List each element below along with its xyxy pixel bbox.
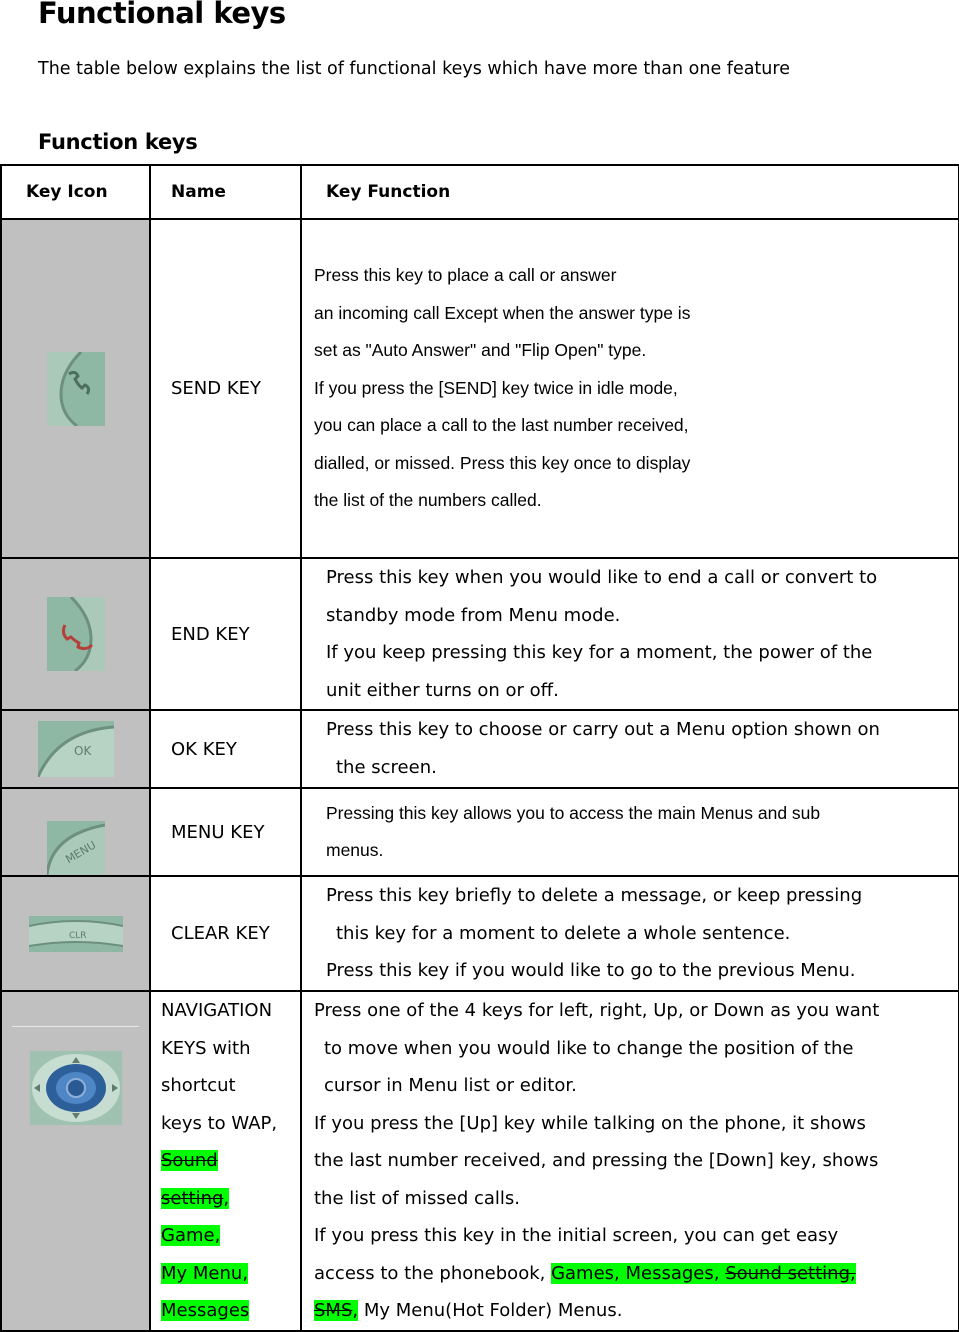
ok-key-name: OK KEY	[150, 710, 301, 788]
send-line-2: an incoming call Except when the answer type is	[314, 302, 691, 323]
ok-key-icon	[38, 721, 114, 777]
nav-line-1: Press one of the 4 keys for left, right, Up, or Down as you want	[314, 1000, 880, 1021]
table-row-menu-key	[1, 788, 959, 876]
clear-key-icon-cell	[1, 876, 150, 991]
send-key-icon-cell	[1, 219, 150, 558]
end-line-4: unit either turns on or off.	[326, 679, 559, 701]
navigation-key-name	[150, 991, 301, 1331]
nav-name-line-2: KEYS with	[161, 1037, 251, 1059]
table-row-clear-key	[1, 876, 959, 991]
send-line-4: If you press the [SEND] key twice in idle mode,	[314, 377, 678, 398]
nav-name-setting: setting	[161, 1187, 224, 1209]
nav-name-line-1: NAVIGATION	[161, 1000, 273, 1021]
nav-line-9-suffix: My Menu(Hot Folder) Menus.	[358, 1300, 623, 1321]
nav-name-comma: ,	[223, 1187, 230, 1209]
menu-line-1: Pressing this key allows you to access the main Menus and sub	[326, 803, 821, 823]
send-key-icon	[47, 352, 105, 426]
table-row-navigation-keys	[1, 991, 959, 1331]
nav-name-messages: Messages	[161, 1300, 250, 1321]
send-line-6: dialled, or missed. Press this key once to display	[314, 452, 691, 473]
send-line-5: you can place a call to the last number received,	[314, 415, 689, 436]
clear-key-icon	[29, 916, 123, 952]
page-title: Functional keys	[38, 0, 286, 30]
ok-line-2: the screen.	[336, 757, 437, 778]
table-header-row	[1, 165, 959, 219]
nav-line-9-comma: ,	[352, 1300, 359, 1321]
menu-key-icon	[47, 821, 105, 875]
clear-line-1: Press this key briefly to delete a message, or keep pressing	[326, 885, 863, 907]
svg-text:OK: OK	[73, 744, 91, 758]
nav-line-5: the last number received, and pressing the [Down] key, shows	[314, 1150, 879, 1171]
nav-line-3: cursor in Menu list or editor.	[324, 1075, 577, 1096]
end-line-2: standby mode from Menu mode.	[326, 604, 621, 626]
send-key-function	[301, 219, 959, 558]
end-line-1: Press this key when you would like to end a call or convert to	[326, 567, 878, 588]
nav-line-6: the list of missed calls.	[314, 1187, 521, 1209]
nav-line-8	[314, 1255, 958, 1293]
end-key-icon-cell	[1, 558, 150, 710]
menu-key-function	[301, 788, 959, 876]
nav-line-2: to move when you would like to change the position of the	[324, 1037, 854, 1059]
svg-text:CLR: CLR	[68, 930, 87, 941]
header-key-icon: Key Icon	[1, 165, 150, 219]
intro-text: The table below explains the list of functional keys which have more than one feature	[38, 59, 790, 79]
end-line-3: If you keep pressing this key for a moment, the power of the	[326, 642, 873, 663]
table-row-end-key	[1, 558, 959, 710]
navigation-key-icon-cell	[1, 991, 150, 1331]
nav-line-7: If you press this key in the initial screen, you can get easy	[314, 1225, 839, 1246]
nav-line-9-sms: SMS	[314, 1300, 353, 1321]
end-key-name: END KEY	[150, 558, 301, 710]
menu-line-2: menus.	[326, 840, 384, 860]
nav-line-8-games: Games, Messages,	[551, 1262, 726, 1284]
end-key-icon	[47, 597, 105, 671]
ok-key-function	[301, 710, 959, 788]
nav-name-line-3: shortcut	[161, 1075, 236, 1096]
nav-name-game: Game,	[161, 1225, 221, 1246]
clear-line-3: Press this key if you would like to go to the previous Menu.	[326, 960, 856, 982]
header-name: Name	[150, 165, 301, 219]
function-keys-table	[0, 164, 959, 1332]
send-key-name: SEND KEY	[150, 219, 301, 558]
svg-text:MENU: MENU	[62, 838, 98, 867]
menu-key-icon-cell	[1, 788, 150, 876]
nav-line-8-sound-setting: Sound setting,	[725, 1262, 856, 1284]
section-title: Function keys	[38, 130, 198, 154]
nav-line-8-prefix: access to the phonebook,	[314, 1262, 552, 1284]
table-row-ok-key	[1, 710, 959, 788]
table-row-send-key	[1, 219, 959, 558]
ok-line-1: Press this key to choose or carry out a Menu option shown on	[326, 719, 880, 740]
clear-key-name: CLEAR KEY	[150, 876, 301, 991]
clear-key-function	[301, 876, 959, 991]
send-line-1: Press this key to place a call or answer	[314, 265, 617, 286]
nav-line-9	[314, 1292, 958, 1330]
nav-name-my-menu: My Menu,	[161, 1262, 249, 1284]
navigation-key-icon	[30, 1051, 122, 1125]
send-line-7: the list of the numbers called.	[314, 490, 542, 511]
nav-name-sound: Sound	[161, 1150, 218, 1171]
send-line-3: set as "Auto Answer" and "Flip Open" type.	[314, 340, 647, 361]
end-key-function	[301, 558, 959, 710]
nav-line-4: If you press the [Up] key while talking on the phone, it shows	[314, 1112, 866, 1134]
nav-name-line-4: keys to WAP,	[161, 1112, 278, 1134]
ok-key-icon-cell	[1, 710, 150, 788]
navigation-key-function	[301, 991, 959, 1331]
menu-key-name: MENU KEY	[150, 788, 301, 876]
clear-line-2: this key for a moment to delete a whole sentence.	[336, 922, 791, 944]
divider	[12, 1026, 139, 1027]
header-key-function: Key Function	[301, 165, 959, 219]
